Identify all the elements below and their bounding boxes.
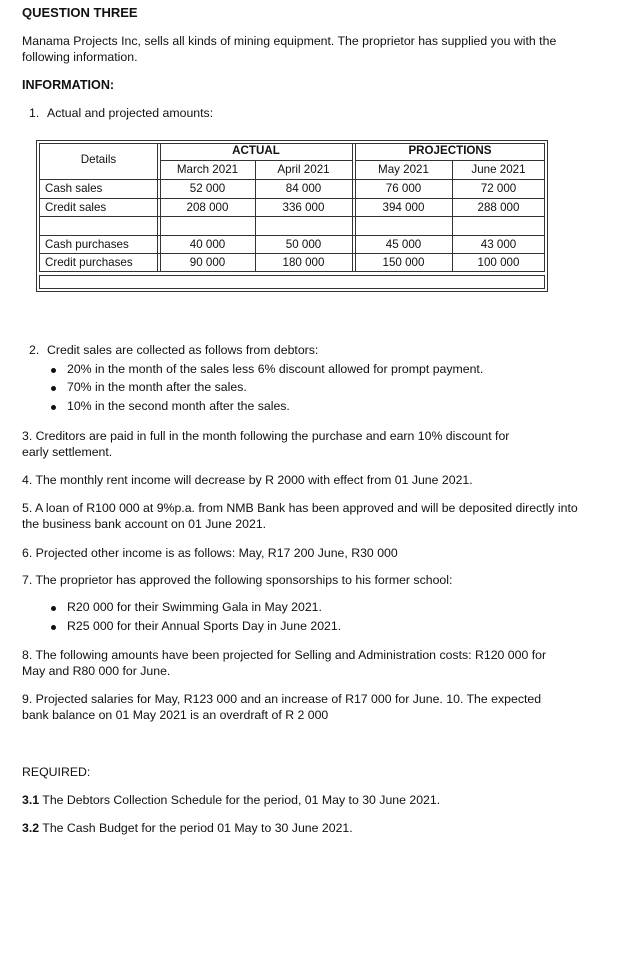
table-cell: 394 000 [382, 201, 425, 214]
item1-text: Actual and projected amounts: [47, 106, 214, 120]
table-cell: 52 000 [189, 182, 226, 195]
row-label-cash-sales: Cash sales [45, 182, 103, 195]
item7-bullet: R20 000 for their Swimming Gala in May 2021. [67, 600, 322, 614]
table-cell: 40 000 [189, 238, 226, 251]
required-heading: REQUIRED: [22, 765, 91, 779]
table-row-line [39, 198, 545, 199]
required-text: The Debtors Collection Schedule for the period, 01 May to 30 June 2021. [39, 793, 441, 807]
item7-paragraph: 7. The proprietor has approved the following sponsorships to his former school: [22, 573, 453, 587]
required-number: 3.1 [22, 793, 40, 807]
item9-paragraph: 9. Projected salaries for May, R123 000 and an increase of R17 000 for June. 10. The expected bank balance on 01 May 2021 is an overdraft of R 2 000 [22, 692, 542, 722]
table-cell: 76 000 [385, 182, 422, 195]
table-cell: 150 000 [382, 256, 425, 269]
item2-bullet: 70% in the month after the sales. [67, 380, 247, 394]
item2-number: 2. [29, 343, 40, 357]
item6-paragraph: 6. Projected other income is as follows: May, R17 200 June, R30 000 [22, 546, 398, 560]
table-cell: 84 000 [285, 182, 322, 195]
table-cell: 180 000 [282, 256, 325, 269]
table-cell: 43 000 [480, 238, 517, 251]
required-item-3-2 [22, 821, 353, 835]
projections-header: PROJECTIONS [408, 144, 492, 157]
required-number: 3.2 [22, 821, 40, 835]
month-june: June 2021 [471, 163, 526, 176]
table-row-line [355, 160, 545, 161]
table-cell: 288 000 [477, 201, 520, 214]
item7-bullet: R25 000 for their Annual Sports Day in June 2021. [67, 619, 342, 633]
item5-paragraph: 5. A loan of R100 000 at 9%p.a. from NMB Bank has been approved and will be deposited directly into the business bank account on 01 June 2021. [22, 501, 578, 531]
item8-paragraph: 8. The following amounts have been projected for Selling and Administration costs: R120 000 for May and R80 000 for June. [22, 648, 547, 678]
table-row-line [160, 160, 352, 161]
bullet-dot [51, 405, 56, 410]
bullet-dot [51, 368, 56, 373]
item3-paragraph: 3. Creditors are paid in full in the month following the purchase and earn 10% discount for early settlement. [22, 429, 510, 459]
details-header: Details [80, 153, 117, 166]
table-cell: 336 000 [282, 201, 325, 214]
table-cell: 45 000 [385, 238, 422, 251]
month-march: March 2021 [176, 163, 239, 176]
bullet-dot [51, 386, 56, 391]
row-label-credit-purchases: Credit purchases [45, 256, 133, 269]
table-row-line [39, 179, 545, 180]
item2-bullet: 20% in the month of the sales less 6% discount allowed for prompt payment. [67, 362, 484, 376]
table-row-line [39, 235, 545, 236]
actual-header: ACTUAL [232, 144, 280, 157]
row-label-cash-purchases: Cash purchases [45, 238, 129, 251]
item2-text: Credit sales are collected as follows from debtors: [47, 343, 319, 357]
intro-paragraph: Manama Projects Inc, sells all kinds of mining equipment. The proprietor has supplied you with the following information. [22, 34, 557, 64]
item2-bullet: 10% in the second month after the sales. [67, 399, 290, 413]
table-row-line [39, 216, 545, 217]
table-cell: 90 000 [189, 256, 226, 269]
amounts-table-footer-row [39, 275, 545, 289]
item4-paragraph: 4. The monthly rent income will decrease by R 2000 with effect from 01 June 2021. [22, 473, 473, 487]
table-row-line [39, 253, 545, 254]
required-item-3-1 [22, 793, 440, 807]
required-text: The Cash Budget for the period 01 May to 30 June 2021. [39, 821, 353, 835]
question-heading: QUESTION THREE [22, 5, 138, 20]
table-cell: 50 000 [285, 238, 322, 251]
month-may: May 2021 [378, 163, 429, 176]
item1-number: 1. [29, 106, 40, 120]
bullet-dot [51, 625, 56, 630]
bullet-dot [51, 606, 56, 611]
month-april: April 2021 [277, 163, 330, 176]
table-cell: 208 000 [186, 201, 229, 214]
table-cell: 72 000 [480, 182, 517, 195]
row-label-credit-sales: Credit sales [45, 201, 107, 214]
table-cell: 100 000 [477, 256, 520, 269]
information-heading: INFORMATION: [22, 78, 115, 92]
